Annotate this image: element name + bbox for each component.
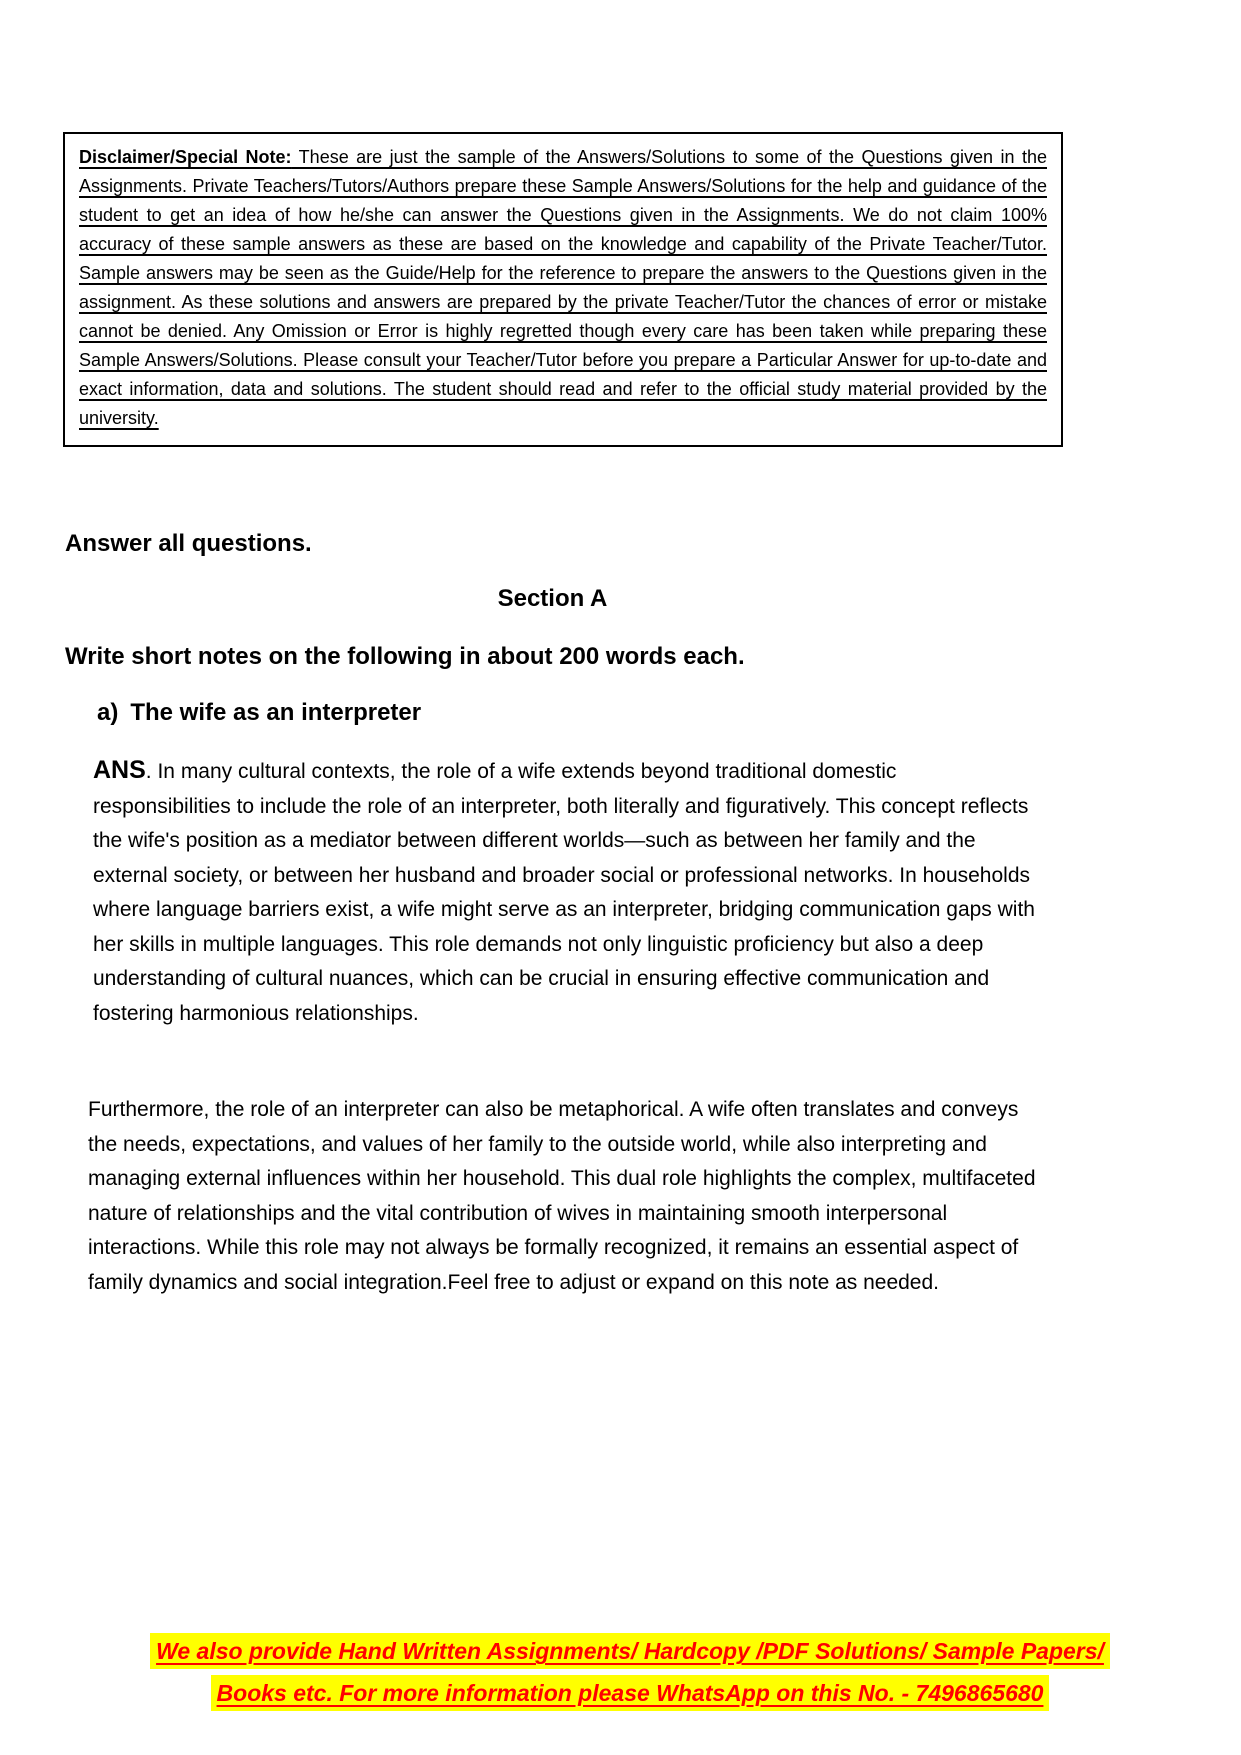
section-a-heading: Section A xyxy=(497,585,608,612)
footer-banner xyxy=(30,1630,1230,1714)
ans-label: ANS xyxy=(93,756,146,784)
answer-paragraph-1 xyxy=(93,753,1035,1031)
disclaimer-box xyxy=(63,132,1063,447)
answer-paragraph-2: Furthermore, the role of an interpreter can also be metaphorical. A wife often translates and conveys the needs, expectations, and values of her family to the outside world, while also interpreting and managing external influences within her household. This dual role highlights the complex, multifaceted nature of relationships and the vital contribution of wives in maintaining smooth interpersonal interactions. While this role may not always be formally recognized, it remains an essential aspect of family dynamics and social integration.Feel free to adjust or expand on this note as needed. xyxy=(88,1098,1036,1294)
footer-line-1: We also provide Hand Written Assignments/ Hardcopy /PDF Solutions/ Sample Papers/ xyxy=(150,1633,1110,1669)
footer-line-2: Books etc. For more information please WhatsApp on this No. - 7496865680 xyxy=(211,1675,1050,1711)
question-prompt-heading: Write short notes on the following in about 200 words each. xyxy=(65,643,745,670)
question-a-marker: a) xyxy=(97,699,119,726)
disclaimer-paragraph xyxy=(79,143,1047,433)
disclaimer-label: Disclaimer/Special Note: xyxy=(79,147,292,167)
disclaimer-text: These are just the sample of the Answers/Solutions to some of the Questions given in the Assignments. Private Teachers/Tutors/Authors prepare these Sample Answers/Solutions for the help and guidance of the student to get an idea of how he/she can answer the Questions given in the Assignments. We do not claim 100% accuracy of these sample answers as these are based on the knowledge and capability of the Private Teacher/Tutor. Sample answers may be seen as the Guide/Help for the reference to prepare the answers to the Questions given in the assignment. As these solutions and answers are prepared by the private Teacher/Tutor the chances of error or mistake cannot be denied. Any Omission or Error is highly regretted though every care has been taken while preparing these Sample Answers/Solutions. Please consult your Teacher/Tutor before you prepare a Particular Answer for up-to-date and exact information, data and solutions. The student should read and refer to the official study material provided by the university. xyxy=(79,147,1047,428)
instruction-heading: Answer all questions. xyxy=(65,530,312,557)
answer-paragraph-1-text: . In many cultural contexts, the role of a wife extends beyond traditional domestic responsibilities to include the role of an interpreter, both literally and figuratively. This concept reflects the wife's position as a mediator between different worlds—such as between her family and the external society, or between her husband and broader social or professional networks. In households where language barriers exist, a wife might serve as an interpreter, bridging communication gaps with her skills in multiple languages. This role demands not only linguistic proficiency but also a deep understanding of cultural nuances, which can be crucial in ensuring effective communication and fostering harmonious relationships. xyxy=(93,760,1035,1025)
question-a-title: The wife as an interpreter xyxy=(130,699,422,726)
question-a-item xyxy=(65,699,1040,727)
main-content xyxy=(65,470,1040,1300)
